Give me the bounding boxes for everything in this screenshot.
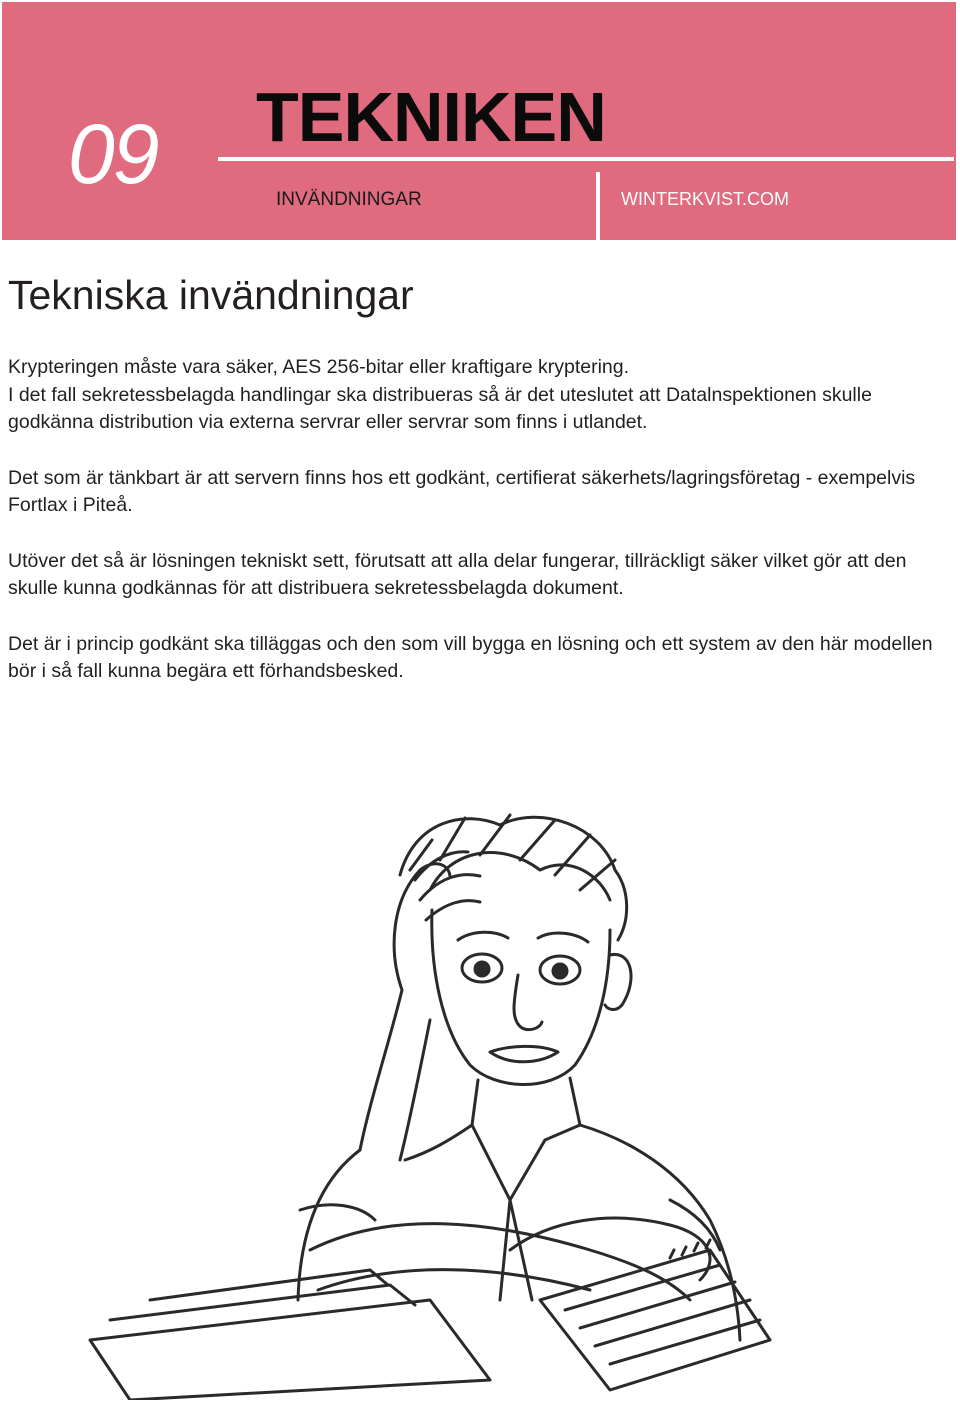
page-heading: Tekniska invändningar <box>8 272 414 318</box>
header-vertical-divider <box>596 172 600 240</box>
section-label: INVÄNDNINGAR <box>276 189 422 210</box>
paragraph-line: I det fall sekretessbelagda handlingar ska distribueras så är det uteslutet att Datalnspektionen skulle godkänna distribution via externa servrar eller servrar som finns i utlandet. <box>8 383 872 433</box>
body-text <box>8 354 956 714</box>
site-link[interactable]: WINTERKVIST.COM <box>621 189 790 209</box>
paragraph-approval: Det är i princip godkänt ska tilläggas och den som vill bygga en lösning och ett system av den här modellen bör i så fall kunna begära ett förhandsbesked. <box>8 632 933 682</box>
chapter-title: TEKNIKEN <box>256 78 606 156</box>
paragraph-storage: Det som är tänkbart är att servern finns hos ett godkänt, certifierat säkerhets/lagringsföretag - exempelvis Fortlax i Piteå. <box>8 466 916 516</box>
stressed-man-illustration <box>70 780 790 1400</box>
paragraph-line: Krypteringen måste vara säker, AES 256-bitar eller kraftigare kryptering. <box>8 356 630 378</box>
paragraph-security: Utöver det så är lösningen tekniskt sett, förutsatt att alla delar fungerar, tillräckligt säker vilket gör att den skulle kunna godkännas för att distribuera sekretessbelagda dokument. <box>8 549 907 599</box>
header-divider <box>218 157 954 161</box>
chapter-number: 09 <box>68 107 158 201</box>
paragraph-encryption <box>8 354 956 437</box>
